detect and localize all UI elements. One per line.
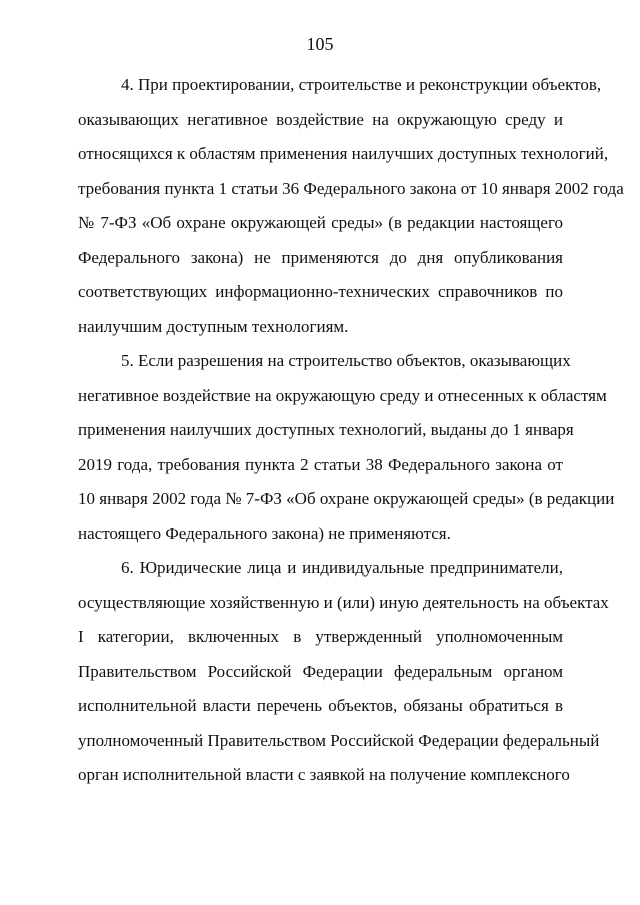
paragraph-6 (78, 551, 609, 793)
paragraph-line: № 7-ФЗ «Об охране окружающей среды» (в редакции настоящего (78, 213, 563, 232)
paragraph-line: соответствующих информационно-технических справочников по (78, 282, 563, 301)
paragraph-line: уполномоченный Правительством Российской Федерации федеральный (78, 730, 600, 750)
paragraph-line: относящихся к областям применения наилучших доступных технологий, (78, 144, 609, 163)
page-number: 105 (306, 34, 334, 54)
paragraph-line: 6. Юридические лица и индивидуальные предприниматели, (121, 558, 563, 577)
paragraph-line: Правительством Российской Федерации федеральным органом (78, 661, 563, 681)
paragraph-4 (78, 68, 624, 344)
paragraph-line: оказывающих негативное воздействие на окружающую среду и (78, 109, 563, 129)
paragraph-line: Федерального закона) не применяются до дня опубликования (78, 247, 563, 267)
paragraph-line: исполнительной власти перечень объектов, обязаны обратиться в (78, 696, 563, 715)
paragraph-line: 2019 года, требования пункта 2 статьи 38 Федерального закона от (78, 454, 563, 474)
paragraph-line: 4. При проектировании, строительстве и реконструкции объектов, (121, 75, 602, 94)
paragraph-line: требования пункта 1 статьи 36 Федерального закона от 10 января 2002 года (78, 178, 624, 198)
document-body (78, 68, 624, 793)
paragraph-line: негативное воздействие на окружающую среду и отнесенных к областям (78, 385, 607, 405)
paragraph-line: осуществляющие хозяйственную и (или) иную деятельность на объектах (78, 592, 609, 612)
paragraph-line: 5. Если разрешения на строительство объектов, оказывающих (121, 351, 571, 370)
paragraph-line: I категории, включенных в утвержденный уполномоченным (78, 627, 563, 646)
paragraph-line: настоящего Федерального закона) не применяются. (78, 523, 451, 543)
paragraph-line: орган исполнительной власти с заявкой на получение комплексного (78, 765, 570, 784)
paragraph-line: наилучшим доступным технологиям. (78, 316, 349, 336)
paragraph-5 (78, 344, 615, 551)
paragraph-line: применения наилучших доступных технологий, выданы до 1 января (78, 420, 574, 439)
paragraph-line: 10 января 2002 года № 7-ФЗ «Об охране окружающей среды» (в редакции (78, 489, 615, 508)
